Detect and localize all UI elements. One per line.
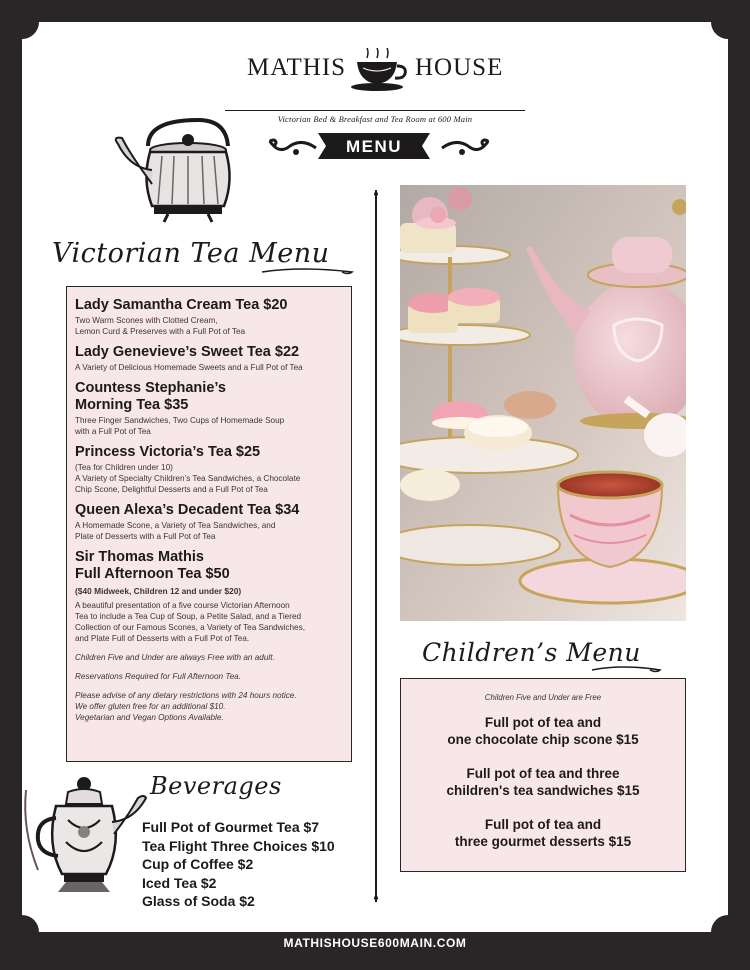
kettle-illustration-icon	[108, 110, 258, 230]
menu-item-title: Countess Stephanie’s Morning Tea $35	[75, 380, 226, 413]
menu-item-pricing-note: ($40 Midweek, Children 12 and under $20)	[75, 586, 242, 596]
title-swash-icon	[262, 266, 354, 276]
children-menu-item: Full pot of tea and three children's tea sandwiches $15	[446, 766, 640, 798]
brand-logo	[225, 48, 525, 124]
tea-party-photo	[400, 185, 686, 621]
title-swash-icon	[592, 664, 662, 674]
ornate-teapot-illustration-icon	[18, 770, 148, 910]
menu-item	[75, 297, 343, 337]
menu-note: Children Five and Under are always Free with an adult.	[75, 653, 275, 662]
menu-item-description: A beautiful presentation of a five course Victorian Afternoon Tea to include a Tea Cup of Soup, a Petite Salad, and a Tiered Collection of our Famous Scones, a Variety of Tea Sandwiches, and Plate Full of Desserts with a Full Pot of Tea.	[75, 601, 305, 643]
children-menu-title: Children’s Menu	[422, 638, 641, 667]
menu-item-description: (Tea for Children under 10) A Variety of Specialty Children’s Tea Sandwiches, a Chocolate Chip Scone, Delightful Desserts and a Full Pot of Tea	[75, 463, 301, 494]
menu-note: Reservations Required for Full Afternoon Tea.	[75, 672, 241, 681]
beverage-item: Full Pot of Gourmet Tea $7	[142, 819, 320, 835]
beverage-list	[142, 818, 335, 911]
tagline: Victorian Bed & Breakfast and Tea Room at 600 Main	[225, 110, 525, 124]
menu-item-description: A Variety of Delicious Homemade Sweets and a Full Pot of Tea	[75, 363, 303, 372]
logo-word-mathis: MATHIS	[247, 54, 347, 81]
menu-item-description: Three Finger Sandwiches, Two Cups of Homemade Soup with a Full Pot of Tea	[75, 416, 285, 436]
corner-notch	[711, 5, 745, 39]
flourish-right-icon	[440, 136, 492, 158]
menu-item-title: Sir Thomas Mathis Full Afternoon Tea $50	[75, 549, 230, 582]
menu-item	[75, 502, 343, 542]
menu-item-title: Lady Genevieve’s Sweet Tea $22	[75, 344, 300, 360]
menu-item	[75, 344, 343, 373]
menu-item-title: Lady Samantha Cream Tea $20	[75, 297, 288, 313]
beverage-item: Iced Tea $2	[142, 874, 217, 891]
children-menu-note: Children Five and Under are Free	[484, 693, 602, 702]
logo-word-house: HOUSE	[415, 54, 504, 81]
children-menu-item: Full pot of tea and one chocolate chip scone $15	[447, 715, 639, 747]
menu-item	[75, 444, 343, 495]
corner-notch	[5, 5, 39, 39]
beverages-title: Beverages	[150, 772, 282, 800]
children-menu-box	[400, 678, 686, 872]
tea-menu-title: Victorian Tea Menu	[52, 238, 330, 269]
menu-item-title: Princess Victoria’s Tea $25	[75, 444, 261, 460]
menu-item-description: Two Warm Scones with Clotted Cream, Lemon Curd & Preserves with a Full Pot of Tea	[75, 316, 246, 336]
menu-item	[75, 549, 343, 644]
beverage-item: Tea Flight Three Choices $10	[142, 837, 335, 854]
flourish-left-icon	[266, 136, 318, 158]
vertical-divider	[374, 190, 378, 902]
beverage-item: Cup of Coffee $2	[142, 856, 254, 872]
beverage-item: Glass of Soda $2	[142, 893, 255, 909]
menu-item-description: A Homemade Scone, a Variety of Tea Sandwiches, and Plate of Desserts with a Full Pot of Tea	[75, 521, 276, 541]
tea-menu-box	[66, 286, 352, 762]
menu-note: Please advise of any dietary restrictions with 24 hours notice. We offer gluten free for an additional $10. Vegetarian and Vegan Options Available.	[75, 691, 297, 722]
menu-banner	[318, 133, 430, 159]
menu-item-title: Queen Alexa’s Decadent Tea $34	[75, 502, 300, 518]
website-link[interactable]: MATHISHOUSE600MAIN.COM	[283, 936, 467, 950]
menu-item	[75, 380, 343, 437]
menu-label: MENU	[345, 137, 403, 156]
teacup-logo-icon	[345, 48, 409, 92]
children-menu-item: Full pot of tea and three gourmet desserts $15	[454, 817, 632, 849]
